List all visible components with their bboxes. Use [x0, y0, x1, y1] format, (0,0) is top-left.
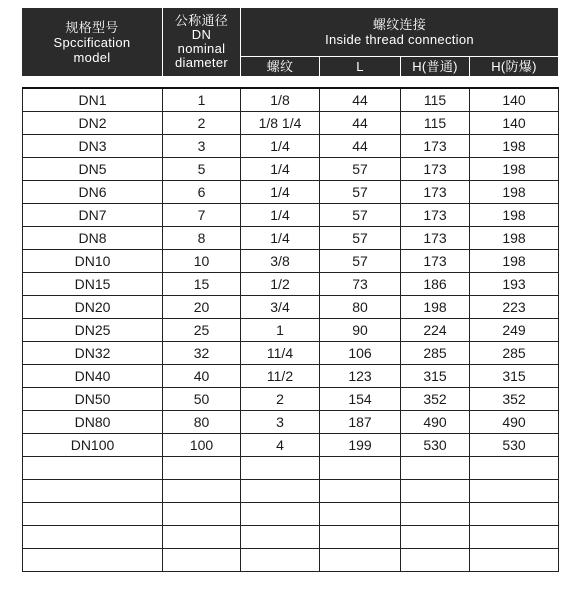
h-explosion-cell: 193	[470, 273, 559, 296]
thread-cell: 3/8	[241, 250, 320, 273]
l-cell: 44	[320, 112, 401, 135]
thread-cell: 1/4	[241, 135, 320, 158]
thread-cell	[241, 480, 320, 503]
spec-table	[22, 87, 559, 572]
table-row	[23, 112, 559, 135]
h-normal-cell: 173	[401, 135, 470, 158]
table-row	[23, 549, 559, 572]
model-cell: DN20	[23, 296, 163, 319]
connection-header	[241, 8, 558, 56]
thread-cell: 4	[241, 434, 320, 457]
h-explosion-cell	[470, 457, 559, 480]
l-cell: 57	[320, 250, 401, 273]
l-cell: 57	[320, 181, 401, 204]
dn-header-en2: nominal	[177, 41, 226, 56]
model-cell: DN2	[23, 112, 163, 135]
model-cell: DN6	[23, 181, 163, 204]
thread-cell: 3	[241, 411, 320, 434]
model-cell: DN8	[23, 227, 163, 250]
h-explosion-cell: 285	[470, 342, 559, 365]
h-explosion-cell: 198	[470, 158, 559, 181]
l-cell	[320, 526, 401, 549]
sub-header-h-explosion: H(防爆)	[491, 59, 537, 74]
dn-cell: 100	[163, 434, 241, 457]
h-normal-cell: 173	[401, 204, 470, 227]
h-explosion-cell: 140	[470, 88, 559, 112]
sub-header-h-normal: H(普通)	[412, 59, 458, 74]
dn-cell: 5	[163, 158, 241, 181]
thread-cell: 1/4	[241, 204, 320, 227]
h-normal-cell: 173	[401, 227, 470, 250]
l-cell: 199	[320, 434, 401, 457]
connection-header-zh: 螺纹连接	[372, 17, 427, 32]
thread-cell	[241, 526, 320, 549]
model-cell: DN1	[23, 88, 163, 112]
l-cell: 57	[320, 158, 401, 181]
table-row	[23, 526, 559, 549]
h-normal-cell	[401, 503, 470, 526]
h-normal-cell: 173	[401, 181, 470, 204]
connection-header-en: Inside thread connection	[325, 32, 474, 47]
thread-cell: 11/2	[241, 365, 320, 388]
h-normal-cell: 173	[401, 250, 470, 273]
dn-cell: 3	[163, 135, 241, 158]
dn-cell: 8	[163, 227, 241, 250]
table-row	[23, 158, 559, 181]
h-normal-cell: 530	[401, 434, 470, 457]
table-row	[23, 319, 559, 342]
dn-header-en1: DN	[191, 27, 212, 42]
h-explosion-cell	[470, 549, 559, 572]
model-cell: DN100	[23, 434, 163, 457]
l-cell: 187	[320, 411, 401, 434]
h-explosion-cell: 140	[470, 112, 559, 135]
table-row	[23, 388, 559, 411]
table-row	[23, 411, 559, 434]
l-cell	[320, 503, 401, 526]
dn-header	[163, 8, 240, 76]
dn-cell: 50	[163, 388, 241, 411]
dn-cell: 1	[163, 88, 241, 112]
h-explosion-cell	[470, 480, 559, 503]
h-normal-cell: 490	[401, 411, 470, 434]
h-normal-cell: 186	[401, 273, 470, 296]
h-explosion-cell: 352	[470, 388, 559, 411]
table-row	[23, 480, 559, 503]
h-normal-cell: 115	[401, 112, 470, 135]
table-row	[23, 135, 559, 158]
dn-cell	[163, 503, 241, 526]
thread-cell: 1/4	[241, 158, 320, 181]
dn-cell: 40	[163, 365, 241, 388]
table-row	[23, 365, 559, 388]
thread-cell	[241, 503, 320, 526]
table-header	[22, 8, 558, 76]
l-cell: 57	[320, 204, 401, 227]
model-cell	[23, 526, 163, 549]
model-cell: DN50	[23, 388, 163, 411]
dn-cell	[163, 526, 241, 549]
table-row	[23, 457, 559, 480]
thread-cell: 1/8 1/4	[241, 112, 320, 135]
model-cell: DN5	[23, 158, 163, 181]
table-row	[23, 296, 559, 319]
thread-cell	[241, 549, 320, 572]
dn-cell: 10	[163, 250, 241, 273]
model-cell: DN32	[23, 342, 163, 365]
table-row	[23, 273, 559, 296]
h-normal-cell: 315	[401, 365, 470, 388]
dn-header-en3: diameter	[175, 55, 228, 70]
h-normal-cell	[401, 549, 470, 572]
h-explosion-cell: 490	[470, 411, 559, 434]
spec-header	[22, 8, 162, 76]
h-normal-cell: 352	[401, 388, 470, 411]
thread-cell: 1/8	[241, 88, 320, 112]
h-normal-cell	[401, 480, 470, 503]
dn-cell: 6	[163, 181, 241, 204]
thread-cell: 2	[241, 388, 320, 411]
model-cell: DN25	[23, 319, 163, 342]
h-normal-cell: 198	[401, 296, 470, 319]
dn-cell: 20	[163, 296, 241, 319]
l-cell	[320, 457, 401, 480]
l-cell: 123	[320, 365, 401, 388]
model-cell: DN7	[23, 204, 163, 227]
thread-cell	[241, 457, 320, 480]
thread-cell: 11/4	[241, 342, 320, 365]
h-normal-cell: 285	[401, 342, 470, 365]
dn-cell: 25	[163, 319, 241, 342]
l-cell: 44	[320, 88, 401, 112]
spec-header-en1: Spccification	[53, 34, 131, 50]
dn-header-zh: 公称通径	[174, 13, 229, 28]
h-normal-cell: 115	[401, 88, 470, 112]
dn-cell: 32	[163, 342, 241, 365]
l-cell	[320, 480, 401, 503]
h-explosion-cell: 198	[470, 227, 559, 250]
l-cell	[320, 549, 401, 572]
h-normal-cell	[401, 457, 470, 480]
dn-cell: 2	[163, 112, 241, 135]
table-row	[23, 204, 559, 227]
dn-cell: 7	[163, 204, 241, 227]
dn-cell: 80	[163, 411, 241, 434]
l-cell: 106	[320, 342, 401, 365]
spec-header-zh: 规格型号	[65, 19, 119, 35]
dn-cell: 15	[163, 273, 241, 296]
table-row	[23, 250, 559, 273]
l-cell: 154	[320, 388, 401, 411]
thread-cell: 1/4	[241, 181, 320, 204]
model-cell: DN10	[23, 250, 163, 273]
l-cell: 57	[320, 227, 401, 250]
table-row	[23, 88, 559, 112]
model-cell	[23, 503, 163, 526]
spec-header-en2: model	[73, 49, 111, 65]
h-explosion-cell: 198	[470, 204, 559, 227]
h-explosion-cell: 198	[470, 135, 559, 158]
l-cell: 80	[320, 296, 401, 319]
h-normal-cell	[401, 526, 470, 549]
model-cell: DN15	[23, 273, 163, 296]
l-cell: 44	[320, 135, 401, 158]
thread-cell: 3/4	[241, 296, 320, 319]
l-cell: 90	[320, 319, 401, 342]
dn-cell	[163, 549, 241, 572]
sub-header-thread: 螺纹	[266, 59, 294, 74]
table-row	[23, 181, 559, 204]
model-cell	[23, 457, 163, 480]
h-explosion-cell: 198	[470, 250, 559, 273]
h-normal-cell: 224	[401, 319, 470, 342]
h-normal-cell: 173	[401, 158, 470, 181]
table-row	[23, 434, 559, 457]
model-cell: DN40	[23, 365, 163, 388]
h-explosion-cell: 249	[470, 319, 559, 342]
h-explosion-cell: 223	[470, 296, 559, 319]
h-explosion-cell: 530	[470, 434, 559, 457]
model-cell	[23, 549, 163, 572]
table-row	[23, 227, 559, 250]
model-cell	[23, 480, 163, 503]
h-explosion-cell: 198	[470, 181, 559, 204]
model-cell: DN3	[23, 135, 163, 158]
h-explosion-cell: 315	[470, 365, 559, 388]
h-explosion-cell	[470, 526, 559, 549]
dn-cell	[163, 457, 241, 480]
model-cell: DN80	[23, 411, 163, 434]
l-cell: 73	[320, 273, 401, 296]
thread-cell: 1/2	[241, 273, 320, 296]
sub-header-l: L	[356, 59, 364, 74]
thread-cell: 1/4	[241, 227, 320, 250]
table-row	[23, 503, 559, 526]
dn-cell	[163, 480, 241, 503]
thread-cell: 1	[241, 319, 320, 342]
table-row	[23, 342, 559, 365]
h-explosion-cell	[470, 503, 559, 526]
